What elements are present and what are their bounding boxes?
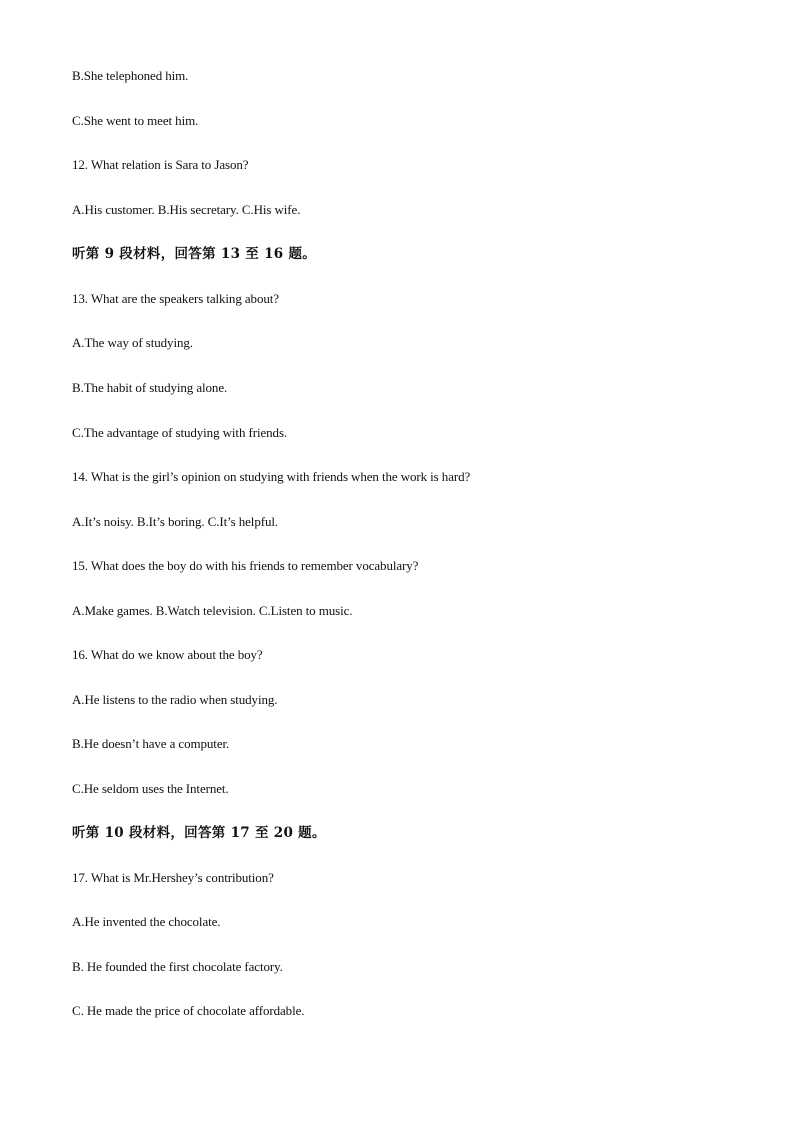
question-16-option-c: C.He seldom uses the Internet. [72, 781, 229, 796]
section-heading-passage-9: 听第 9 段材料，回答第 13 至 16 题。 [72, 246, 317, 262]
question-13-option-c: C.The advantage of studying with friends. [72, 425, 288, 440]
question-12: 12. What relation is Sara to Jason? [72, 157, 249, 172]
question-17-option-a: A.He invented the chocolate. [72, 914, 221, 929]
question-15-options: A.Make games. B.Watch television. C.Listen to music. [72, 603, 353, 618]
question-16-option-a: A.He listens to the radio when studying. [72, 692, 278, 707]
question-16-option-b: B.He doesn’t have a computer. [72, 736, 230, 751]
question-13-option-b: B.The habit of studying alone. [72, 380, 228, 395]
question-14: 14. What is the girl’s opinion on studying with friends when the work is hard? [72, 469, 471, 484]
section-heading-passage-10: 听第 10 段材料，回答第 17 至 20 题。 [72, 825, 326, 841]
question-17-option-c: C. He made the price of chocolate affordable. [72, 1003, 305, 1018]
question-13-option-a: A.The way of studying. [72, 335, 193, 350]
question-16: 16. What do we know about the boy? [72, 647, 263, 662]
answer-option-c-went-to-meet: C.She went to meet him. [72, 113, 199, 128]
question-13: 13. What are the speakers talking about? [72, 291, 279, 306]
question-12-options: A.His customer. B.His secretary. C.His wife. [72, 202, 301, 217]
question-17-option-b: B. He founded the first chocolate factory. [72, 959, 283, 974]
question-14-options: A.It’s noisy. B.It’s boring. C.It’s helpful. [72, 514, 279, 529]
question-17: 17. What is Mr.Hershey’s contribution? [72, 870, 274, 885]
answer-option-b-telephoned: B.She telephoned him. [72, 68, 189, 83]
question-15: 15. What does the boy do with his friends to remember vocabulary? [72, 558, 419, 573]
